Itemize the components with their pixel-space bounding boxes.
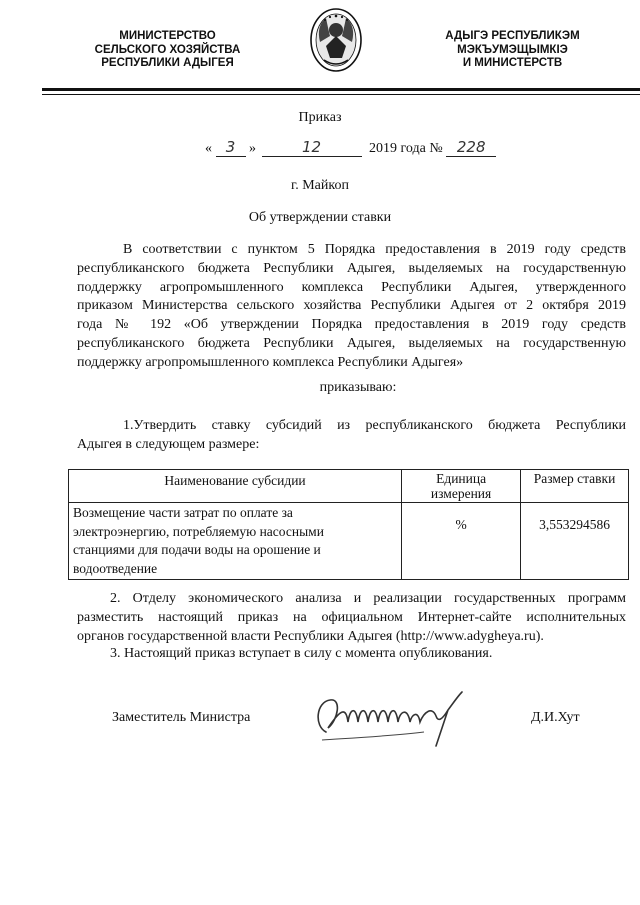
- order-city: г. Майкоп: [291, 178, 349, 193]
- ministry-name-adyghe: [430, 30, 595, 71]
- item-2-paragraph: [77, 590, 626, 646]
- subsidy-rate-table: [68, 469, 629, 580]
- header-left-line: МИНИСТЕРСТВО: [119, 30, 216, 42]
- order-directive: приказываю:: [319, 380, 397, 395]
- text-line: поддержку агропромышленного комплекса Республики Адыгея»: [77, 354, 464, 370]
- text-line: станциями для подачи воды на орошение и: [73, 542, 321, 557]
- column-header-unit: Единица измерения: [402, 470, 521, 503]
- rate-cell: 3,553294586: [521, 503, 629, 580]
- header-divider-thick: [42, 88, 640, 91]
- order-year-text: 2019 года №: [369, 141, 443, 156]
- order-subject: Об утверждении ставки: [248, 210, 392, 225]
- header-left-line: СЕЛЬСКОГО ХОЗЯЙСТВА: [94, 43, 241, 56]
- text-line: органов государственной власти Республики Адыгея (http://www.adygheya.ru).: [77, 628, 544, 644]
- text-line: приказом Министерства сельского хозяйства Республики Адыгея от 2 октября 2019: [77, 298, 626, 314]
- text-line: 2. Отделу экономического анализа и реализации государственных программ: [110, 591, 626, 606]
- ministry-name-russian: [80, 30, 255, 71]
- text-line: водоотведение: [73, 560, 158, 576]
- preamble-paragraph: [77, 241, 626, 373]
- text-line: 3. Настоящий приказ вступает в силу с момента опубликования.: [110, 646, 493, 661]
- item-3-paragraph: [77, 645, 626, 664]
- text-line: 1.Утвердить ставку субсидий из республиканского бюджета Республики: [123, 418, 626, 433]
- order-date-number-line: [205, 140, 496, 157]
- text-line: Адыгея в следующем размере:: [77, 436, 260, 452]
- header-right-line: АДЫГЭ РЕСПУБЛИКЭМ: [445, 30, 580, 42]
- header-divider-thin: [42, 94, 640, 95]
- table-row: [69, 503, 629, 580]
- order-number: 228: [446, 140, 496, 157]
- text-line: года № 192 «Об утверждении Порядка предоставления в 2019 году средств: [77, 317, 626, 333]
- text-line: поддержку агропромышленного комплекса Республики Адыгея, утвержденного: [77, 279, 626, 295]
- subsidy-name-cell: [69, 503, 402, 580]
- unit-cell: %: [402, 503, 521, 580]
- text-line: Возмещение части затрат по оплате за: [73, 505, 293, 520]
- order-day: 3: [216, 140, 246, 157]
- order-title: Приказ: [298, 110, 342, 125]
- text-line: В соответствии с пунктом 5 Порядка предоставления в 2019 году средств: [123, 242, 626, 257]
- text-line: республиканского бюджета Республики Адыгея, выделяемых на государственную: [77, 335, 626, 351]
- signatory-position: Заместитель Министра: [112, 710, 251, 725]
- column-header-subsidy: Наименование субсидии: [69, 470, 402, 503]
- coat-of-arms-icon: [308, 6, 364, 74]
- text-line: разместить настоящий приказ на официальном Интернет-сайте исполнительных: [77, 609, 626, 625]
- item-1-paragraph: [77, 417, 626, 455]
- header-right-line: И МИНИСТЕРСТВ: [462, 57, 563, 69]
- order-month: 12: [262, 140, 362, 157]
- header-right-line: МЭКЪУМЭЩЫМКІЭ: [457, 43, 568, 56]
- column-header-rate: Размер ставки: [521, 470, 629, 503]
- signatory-name: Д.И.Хут: [531, 710, 580, 725]
- date-quote-close: »: [249, 141, 256, 156]
- text-line: электроэнергию, потребляемую насосными: [73, 523, 324, 539]
- table-header-row: [69, 470, 629, 503]
- handwritten-signature: [312, 688, 472, 750]
- header-left-line: РЕСПУБЛИКИ АДЫГЕЯ: [101, 57, 234, 69]
- date-quote-open: «: [205, 141, 212, 156]
- text-line: республиканского бюджета Республики Адыгея, выделяемых на государственную: [77, 260, 626, 276]
